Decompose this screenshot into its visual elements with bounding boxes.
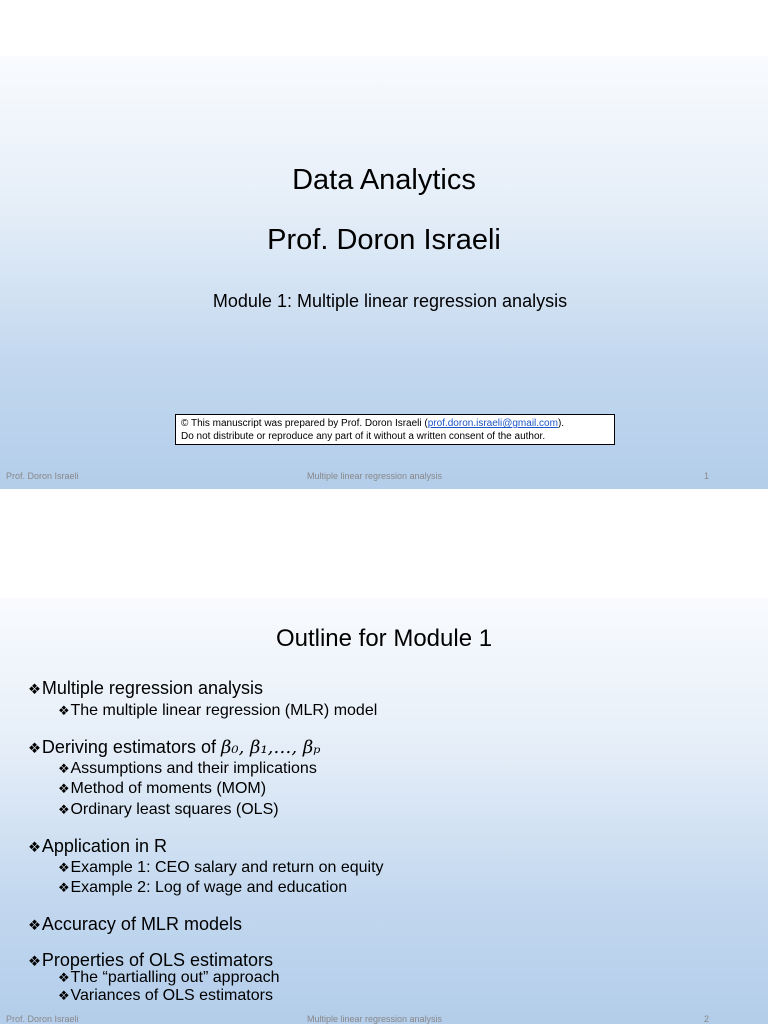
bullet-item — [28, 737, 320, 758]
beta-coefficients: β₀, β₁,…, βₚ — [220, 737, 321, 758]
sub-bullet-text: Method of moments (MOM) — [70, 780, 267, 797]
bullet-text: Deriving estimators of — [41, 737, 221, 757]
bullet-text: Properties of OLS estimators — [41, 950, 273, 970]
notice-text: © This manuscript was prepared by Prof. Doron Israeli ( — [181, 418, 428, 429]
outline-title: Outline for Module 1 — [275, 625, 493, 652]
slide-2 — [0, 598, 768, 1024]
email-link[interactable]: prof.doron.israeli@gmail.com — [427, 418, 558, 429]
notice-line-2: Do not distribute or reproduce any part of it without a written consent of the author. — [181, 431, 546, 442]
sub-bullet-item — [58, 859, 384, 877]
sub-bullet-text: The “partialling out” approach — [70, 969, 280, 986]
diamond-bullet-icon: ❖ — [28, 682, 41, 698]
slide-1 — [0, 56, 768, 489]
sub-bullet-item — [58, 879, 347, 897]
footer-page-number: 1 — [704, 471, 710, 481]
sub-bullet-text: Example 1: CEO salary and return on equity — [70, 859, 384, 876]
diamond-bullet-icon: ❖ — [58, 988, 70, 1003]
notice-line-1 — [181, 417, 614, 430]
footer-author: Prof. Doron Israeli — [6, 1014, 79, 1024]
diamond-bullet-icon: ❖ — [58, 703, 70, 718]
diamond-bullet-icon: ❖ — [28, 840, 41, 856]
diamond-bullet-icon: ❖ — [58, 880, 70, 895]
author-name: Prof. Doron Israeli — [267, 224, 501, 256]
bullet-item — [28, 836, 167, 857]
sub-bullet-text: Ordinary least squares (OLS) — [70, 801, 279, 818]
sub-bullet-item — [58, 760, 317, 778]
module-subtitle: Module 1: Multiple linear regression analysis — [212, 291, 568, 311]
bullet-text: Multiple regression analysis — [41, 678, 264, 698]
sub-bullet-item — [58, 780, 266, 798]
bullet-text: Accuracy of MLR models — [41, 914, 242, 934]
footer-author: Prof. Doron Israeli — [6, 471, 79, 481]
bullet-text: Application in R — [41, 836, 167, 856]
diamond-bullet-icon: ❖ — [58, 761, 70, 776]
copyright-notice — [175, 414, 615, 445]
slide-title: Data Analytics — [292, 164, 476, 196]
sub-bullet-text: Assumptions and their implications — [70, 760, 317, 777]
sub-bullet-text: Example 2: Log of wage and education — [70, 879, 348, 896]
footer-topic: Multiple linear regression analysis — [307, 1014, 443, 1024]
diamond-bullet-icon: ❖ — [28, 954, 41, 970]
diamond-bullet-icon: ❖ — [28, 741, 41, 757]
sub-bullet-text: Variances of OLS estimators — [70, 987, 273, 1004]
sub-bullet-item — [58, 969, 280, 987]
diamond-bullet-icon: ❖ — [58, 860, 70, 875]
bullet-item — [28, 678, 263, 699]
bullet-item — [28, 950, 273, 971]
diamond-bullet-icon: ❖ — [58, 781, 70, 796]
diamond-bullet-icon: ❖ — [58, 802, 70, 817]
sub-bullet-item — [58, 987, 273, 1005]
diamond-bullet-icon: ❖ — [28, 918, 41, 934]
sub-bullet-item — [58, 801, 279, 819]
sub-bullet-text: The multiple linear regression (MLR) model — [70, 702, 378, 719]
bullet-item — [28, 914, 242, 935]
footer-page-number: 2 — [704, 1014, 710, 1024]
footer-topic: Multiple linear regression analysis — [307, 471, 443, 481]
diamond-bullet-icon: ❖ — [58, 970, 70, 985]
sub-bullet-item — [58, 702, 377, 720]
notice-text-end: ). — [557, 418, 565, 429]
